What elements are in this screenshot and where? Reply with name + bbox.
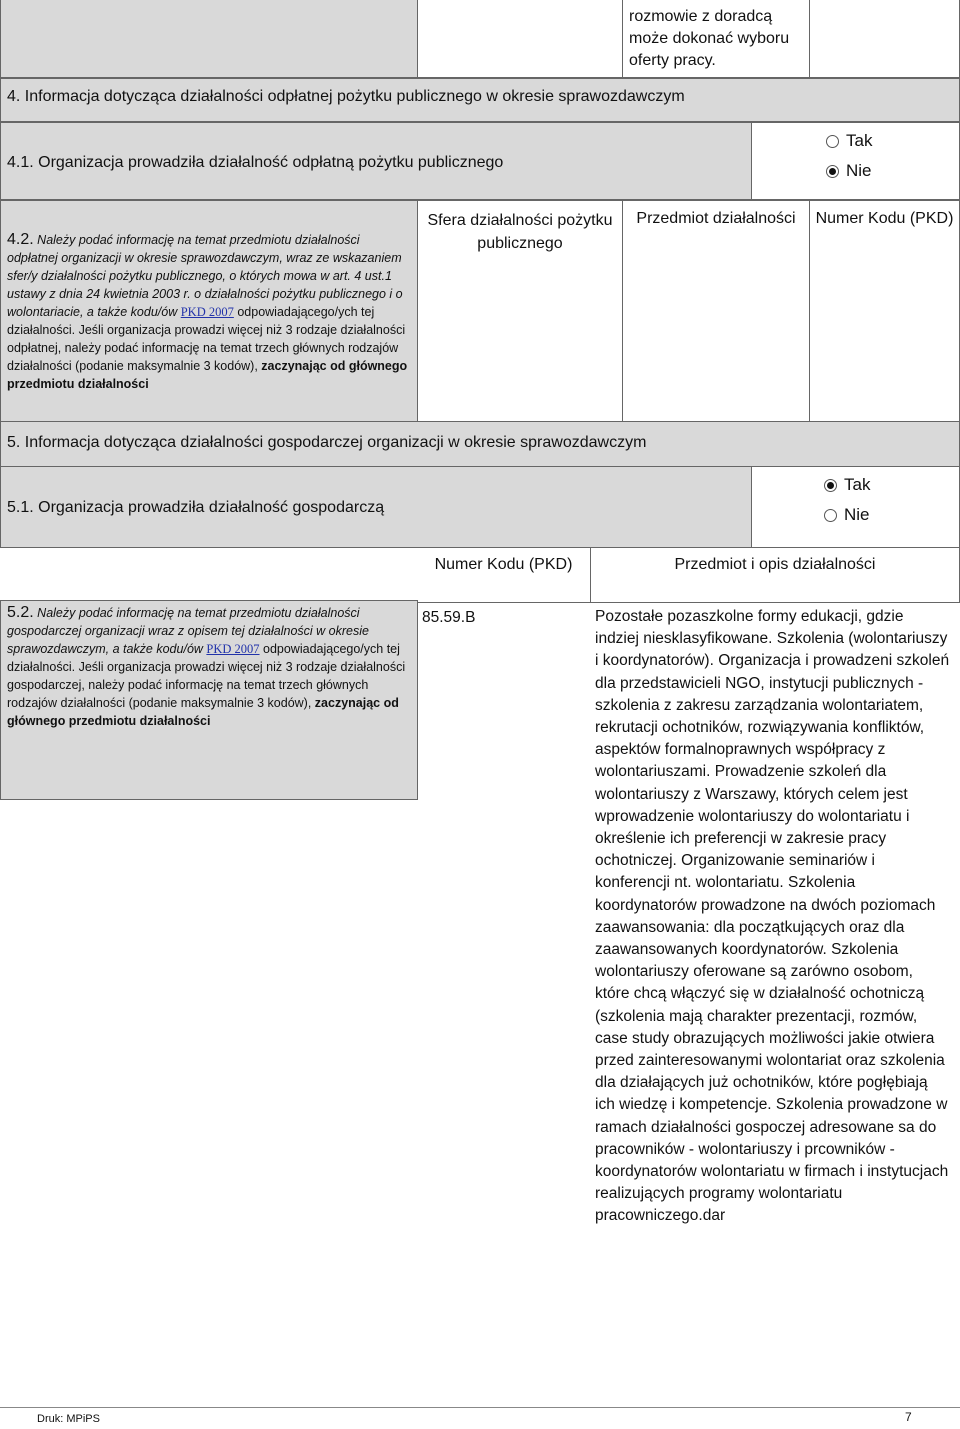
q42-pkd-link[interactable]: PKD 2007 — [180, 305, 234, 319]
q42-instruction — [7, 231, 411, 393]
q42-text-1: Należy podać informację na temat przedmiotu działalności odpłatnej organizacji w okresie sprawozdawczym, wraz ze wskazaniem sfer/y działalności pożytku publicznego, o których mowa w art. 4 ust.1 ustawy z dnia 24 kwietnia 2003 r. o działalności pożytku publicznego i o wolontariacie, a także kodu/ów — [7, 233, 403, 319]
q52-text-bold: zaczynając od głównego przedmiotu działalności — [7, 696, 399, 728]
q51-radio-cell — [751, 466, 960, 548]
q42-text-bold: zaczynając od głównego przedmiotu działalności — [7, 359, 408, 391]
q52-number: 5.2. — [7, 604, 34, 621]
q51-option-nie-label: Nie — [844, 505, 870, 524]
top-left-gray-cell — [0, 0, 418, 78]
continuation-text: rozmowie z doradcą może dokonać wyboru oferty pracy. — [629, 8, 790, 69]
q42-sfera-header: Sfera działalności pożytku publicznego — [427, 212, 613, 252]
q52-entry-code: 85.59.B — [422, 609, 476, 626]
section-5-heading — [0, 421, 960, 467]
q52-entry-description-cell — [590, 603, 960, 1393]
q42-instruction-cell — [0, 200, 418, 422]
q52-pkd-link[interactable]: PKD 2007 — [206, 642, 260, 656]
q52-instruction-cell — [0, 600, 418, 800]
radio-checked-icon[interactable] — [826, 165, 839, 178]
q52-numer-header: Numer Kodu (PKD) — [434, 556, 573, 573]
radio-checked-icon[interactable] — [824, 479, 837, 492]
q42-text-2: odpowiadającego/ych tej działalności. Jeśli organizacja prowadzi więcej niż 3 rodzaje działalności odpłatnej, należy podać informację na temat trzech głównych rodzajów działalności (podanie maksymalnie 3 kodów), — [7, 305, 406, 373]
q52-text-2: odpowiadającego/ych tej działalności. Jeśli organizacja prowadzi więcej niż 3 rodzaje działalności gospodarczej, należy podać informację na temat trzech głównych rodzajów działalności (podanie maksymalnie 3 kodów), — [7, 642, 406, 710]
q42-sfera-header-cell — [417, 200, 623, 422]
q51-option-tak[interactable] — [824, 475, 959, 495]
q42-przedmiot-header-cell — [622, 200, 810, 422]
section-4-heading — [0, 78, 960, 122]
q52-entry-code-cell — [417, 603, 591, 1393]
footer-page-number: 7 — [905, 1410, 912, 1424]
section-4-title: 4. Informacja dotycząca działalności odpłatnej pożytku publicznego w okresie sprawozdawczym — [7, 88, 685, 105]
q42-number: 4.2. — [7, 231, 34, 248]
radio-unchecked-icon[interactable] — [824, 509, 837, 522]
q51-label: 5.1. Organizacja prowadziła działalność gospodarczą — [7, 499, 385, 516]
q41-option-nie-label: Nie — [846, 161, 872, 180]
q41-option-tak-label: Tak — [846, 131, 873, 150]
top-far-right-cell — [809, 0, 960, 78]
q51-option-tak-label: Tak — [844, 475, 871, 494]
q41-option-nie[interactable] — [826, 161, 959, 181]
q52-instruction — [7, 604, 411, 730]
top-right-text-cell — [622, 0, 810, 78]
q52-przedmiot-header: Przedmiot i opis działalności — [674, 556, 876, 573]
radio-unchecked-icon[interactable] — [826, 135, 839, 148]
q41-label: 4.1. Organizacja prowadziła działalność odpłatną pożytku publicznego — [7, 154, 504, 171]
top-middle-cell — [417, 0, 623, 78]
q42-numer-header: Numer Kodu (PKD) — [815, 210, 954, 227]
q42-przedmiot-header: Przedmiot działalności — [636, 210, 796, 227]
q52-text-1: Należy podać informację na temat przedmiotu działalności gospodarczej organizacji wraz z opisem tej działalności w okresie sprawozdawczym, a także kodu/ów — [7, 606, 369, 656]
q52-przedmiot-header-cell — [590, 547, 960, 603]
footer-print-label: Druk: MPiPS — [37, 1413, 100, 1425]
footer-rule — [0, 1407, 960, 1408]
q52-entry-description: Pozostałe pozaszkolne formy edukacji, gdzie indziej niesklasyfikowane. Szkolenia (wolontariuszy i koordynatorów). Organizacja i prowadzeni szkoleń dla przedstawicieli NGO, instytucji publicznych - szkolenia z zakresu zarządzania wolontariatem, rekrutacji ochotników, rozwiązywania konfliktów, aspektów formalnoprawnych współpracy z wolontariuszami. Prowadzenie szkoleń dla wolontariuszy z Warszawy, których celem jest wprowadzenie wolontariuszy do wolontariatu i określenie ich preferencji w zakresie pracy ochotniczej. Organizowanie seminariów i konferencji nt. wolontariatu. Szkolenia koordynatorów prowadzone na dwóch poziomach zaawansowania: dla początkujących oraz dla zaawansowanych koordynatorów. Szkolenia wolontariuszy oferowane są zarówno osobom, które chcą włączyć się w działalność ochotniczą (szkolenia mają charakter prezentacji, rozmów, case study obrazujących możliwości jakie otwiera przed zainteresowanymi wolontariat oraz szkolenia dla działających już ochotników, które pogłębiają ich wiedzę i kompetencje. Szkolenia prowadzone w ramach działalności gospoczej adresowane sa do pracowników - wolontariuszy i prcowników - koordynatorów wolontariatu w firmach i instytucjach realizujących programy wolontariatu pracowniczego.dar — [595, 608, 950, 1225]
q42-numer-header-cell — [809, 200, 960, 422]
q41-radio-cell — [751, 122, 960, 200]
q51-label-cell — [0, 466, 752, 548]
q51-option-nie[interactable] — [824, 505, 959, 525]
section-5-title: 5. Informacja dotycząca działalności gospodarczej organizacji w okresie sprawozdawczym — [7, 434, 647, 451]
q41-option-tak[interactable] — [826, 131, 959, 151]
q52-numer-header-cell — [417, 547, 591, 603]
q41-label-cell — [0, 122, 752, 200]
